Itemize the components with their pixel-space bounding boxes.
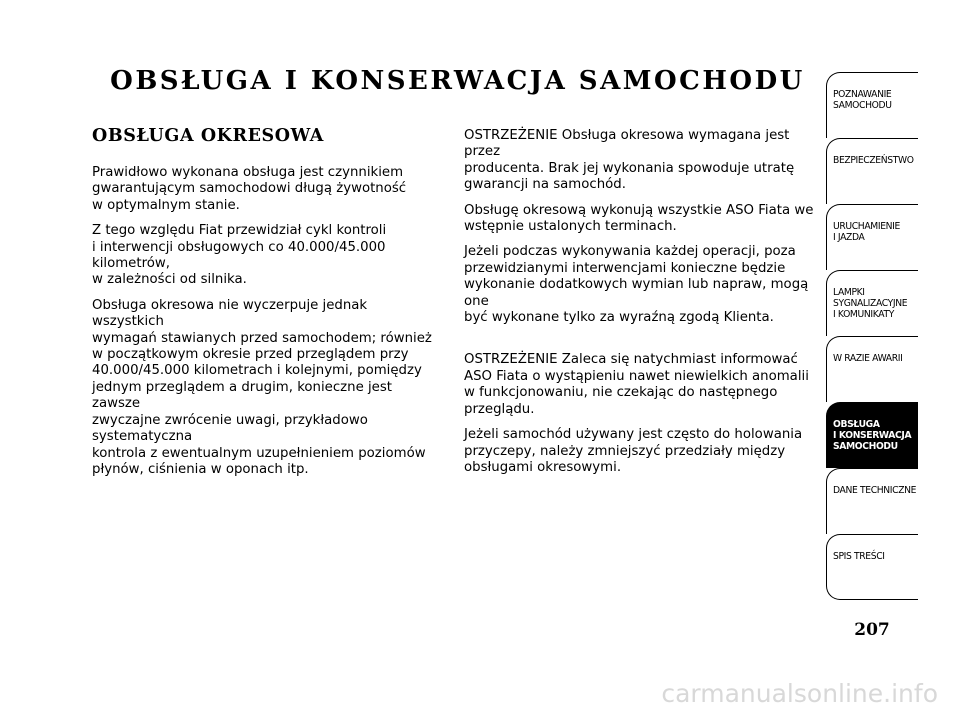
chapter-tabs — [826, 72, 918, 600]
tab-poznawanie-samochodu[interactable] — [826, 72, 918, 138]
tab-label: URUCHAMIENIE I JAZDA — [833, 221, 900, 243]
tab-label: OBSŁUGA I KONSERWACJA SAMOCHODU — [833, 419, 912, 452]
tab-label: SPIS TREŚCI — [833, 551, 885, 562]
watermark: carmanualsonline.info — [661, 679, 938, 708]
tab-label: BEZPIECZEŃSTWO — [833, 155, 914, 166]
page-title: OBSŁUGA I KONSERWACJA SAMOCHODU — [110, 66, 805, 96]
paragraph: Obsługę okresową wykonują wszystkie ASO Fiata we wstępnie ustalonych terminach. — [464, 202, 814, 235]
tab-bezpieczenstwo[interactable] — [826, 138, 918, 204]
tab-obsluga-i-konserwacja[interactable] — [826, 402, 918, 468]
tab-label: W RAZIE AWARII — [833, 353, 903, 364]
tab-spis-tresci[interactable] — [826, 534, 918, 600]
tab-w-razie-awarii[interactable] — [826, 336, 918, 402]
warning-paragraph: OSTRZEŻENIE Obsługa okresowa wymagana jest przez producenta. Brak jej wykonania spowoduje utratę gwarancji na samochód. — [464, 128, 795, 193]
section-heading: OBSŁUGA OKRESOWA — [92, 126, 324, 146]
tab-label: DANE TECHNICZNE — [833, 485, 917, 496]
tab-lampki-sygnalizacyjne[interactable] — [826, 270, 918, 336]
paragraph: Obsługa okresowa nie wyczerpuje jednak wszystkich wymagań stawianych przed samochodem; również w początkowym okresie przed przeglądem przy 40.000/45.000 kilometrach i kolejnymi, pomiędzy jednym przeglądem a drugim, konieczne jest zawsze zwyczajne zwrócenie uwagi, przykładowo systematyczna kontrola z ewentualnym uzupełnieniem poziomów płynów, ciśnienia w oponach itp. — [92, 297, 432, 477]
paragraph: Prawidłowo wykonana obsługa jest czynnikiem gwarantującym samochodowi długą żywotność w optymalnym stanie. — [92, 165, 407, 213]
tab-uruchamienie-i-jazda[interactable] — [826, 204, 918, 270]
paragraph: Jeżeli samochód używany jest często do holowania przyczepy, należy zmniejszyć przedziały między obsługami okresowymi. — [464, 427, 803, 475]
paragraph: Jeżeli podczas wykonywania każdej operacji, poza przewidzianymi interwencjami konieczne będzie wykonanie dodatkowych wymian lub napraw, mogą one być wykonane tylko za wyraźną zgodą Klienta. — [464, 244, 809, 326]
left-column — [92, 126, 442, 487]
warning-paragraph: OSTRZEŻENIE Zaleca się natychmiast informować ASO Fiata o wystąpieniu nawet niewielkich anomalii w funkcjonowaniu, nie czekając do następnego przeglądu. — [464, 352, 809, 417]
tab-label: LAMPKI SYGNALIZACYJNE I KOMUNIKATY — [833, 287, 908, 320]
paragraph: Z tego względu Fiat przewidział cykl kontroli i interwencji obsługowych co 40.000/45.000 kilometrów, w zależności od silnika. — [92, 223, 387, 288]
right-column — [464, 128, 814, 485]
page-number: 207 — [854, 620, 890, 640]
tab-dane-techniczne[interactable] — [826, 468, 918, 534]
tab-label: POZNAWANIE SAMOCHODU — [833, 89, 892, 111]
